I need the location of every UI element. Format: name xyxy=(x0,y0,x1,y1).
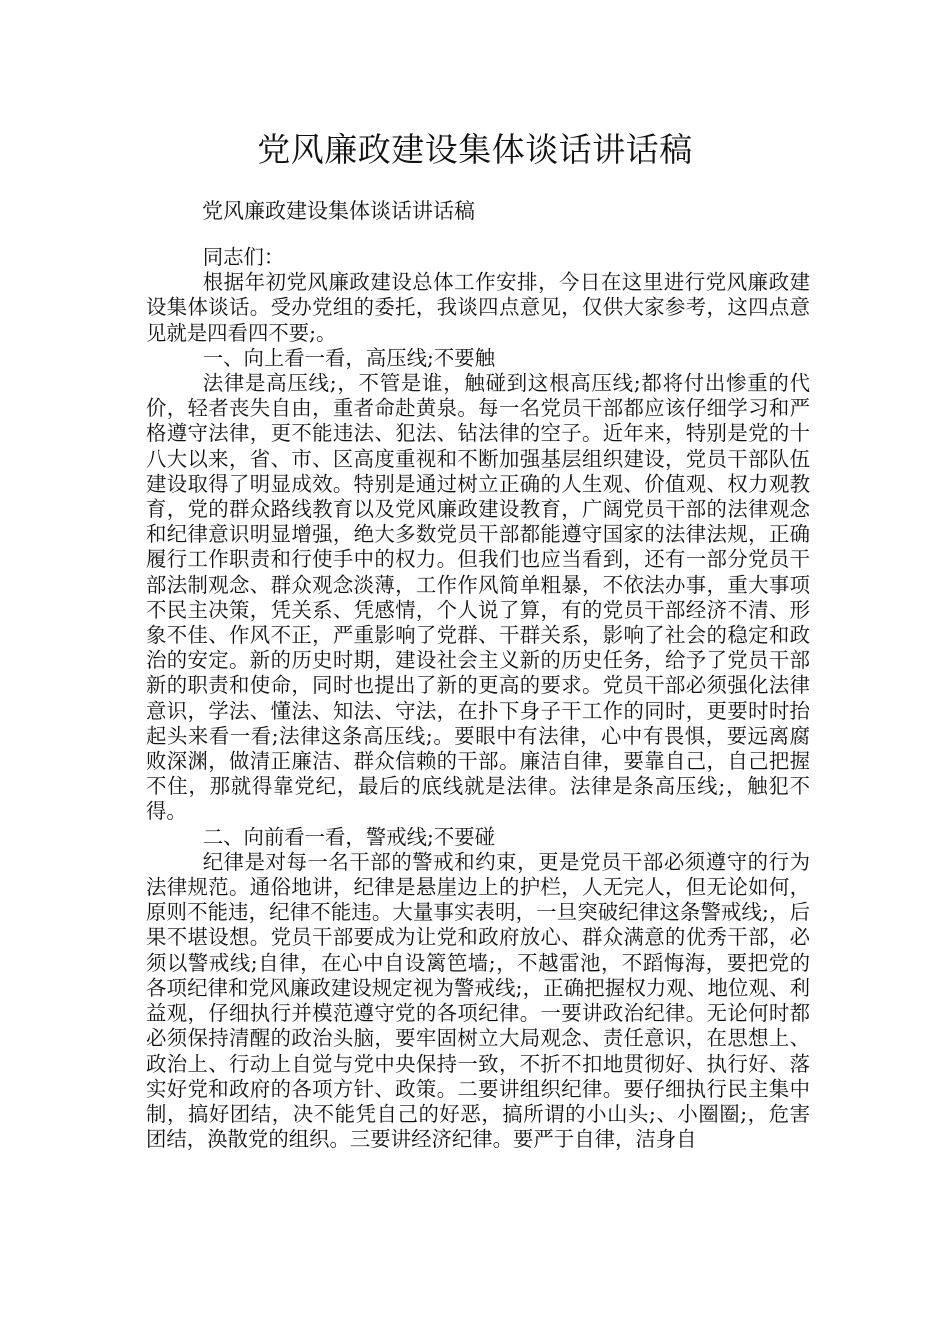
paragraph-intro: 根据年初党风廉政建设总体工作安排，今日在这里进行党风廉政建设集体谈话。受办党组的委托，我谈四点意见，仅供大家参考，这四点意见就是四看四不要;。 xyxy=(146,270,810,345)
paragraph-greeting: 同志们： xyxy=(202,245,285,269)
document-title: 党风廉政建设集体谈话讲话稿 xyxy=(257,130,693,169)
paragraph-section-1: 法律是高压线;，不管是谁，触碰到这根高压线;都将付出惨重的代价，轻者丧失自由，重者命赴黄泉。每一名党员干部都应该仔细学习和严格遵守法律，更不能违法、犯法、钻法律的空子。近年来，特别是党的十八大以来，省、市、区高度重视和不断加强基层组织建设，党员干部队伍建设取得了明显成效。特别是通过树立正确的人生观、价值观、权力观教育，党的群众路线教育以及党风廉政建设教育，广阔党员干部的法律观念和纪律意识明显增强，绝大多数党员干部都能遵守国家的法律法规，正确履行工作职责和行使手中的权力。但我们也应当看到，还有一部分党员干部法制观念、群众观念淡薄，工作作风简单粗暴，不依法办事，重大事项不民主决策，凭关系、凭感情，个人说了算，有的党员干部经济不清、形象不佳、作风不正，严重影响了党群、干群关系，影响了社会的稳定和政治的安定。新的历史时期，建设社会主义新的历史任务，给予了党员干部新的职责和使命，同时也提出了新的更高的要求。党员干部必须强化法律意识，学法、懂法、知法、守法，在扑下身子干工作的同时，更要时时抬起头来看一看;法律这条高压线;。要眼中有法律，心中有畏惧，要远离腐败深渊，做清正廉洁、群众信赖的干部。廉洁自律，要靠自己，自己把握不住，那就得靠党纪，最后的底线就是法律。法律是条高压线;，触犯不得。 xyxy=(146,371,810,824)
paragraph-section-2: 纪律是对每一名干部的警戒和约束，更是党员干部必须遵守的行为法律规范。通俗地讲，纪律是悬崖边上的护栏，人无完人，但无论如何，原则不能违，纪律不能违。大量事实表明，一旦突破纪律这条警戒线;，后果不堪设想。党员干部要成为让党和政府放心、群众满意的优秀干部，必须以警戒线;自律，在心中自设篱笆墙;，不越雷池，不蹈悔海，要把党的各项纪律和党风廉政建设规定视为警戒线;，正确把握权力观、地位观、利益观，仔细执行并模范遵守党的各项纪律。一要讲政治纪律。无论何时都必须保持清醒的政治头脑，要牢固树立大局观念、责任意识，在思想上、政治上、行动上自觉与党中央保持一致，不折不扣地贯彻好、执行好、落实好党和政府的各项方针、政策。二要讲组织纪律。要仔细执行民主集中制，搞好团结，决不能凭自己的好恶，搞所谓的小山头;、小圈圈;，危害团结，涣散党的组织。三要讲经济纪律。要严于自律，洁身自 xyxy=(146,849,810,1152)
section-heading-1: 一、向上看一看，高压线;不要触 xyxy=(202,345,496,370)
section-heading-2: 二、向前看一看，警戒线;不要碰 xyxy=(202,824,496,849)
document-subtitle: 党风廉政建设集体谈话讲话稿 xyxy=(202,199,475,223)
document-body xyxy=(146,242,810,1152)
